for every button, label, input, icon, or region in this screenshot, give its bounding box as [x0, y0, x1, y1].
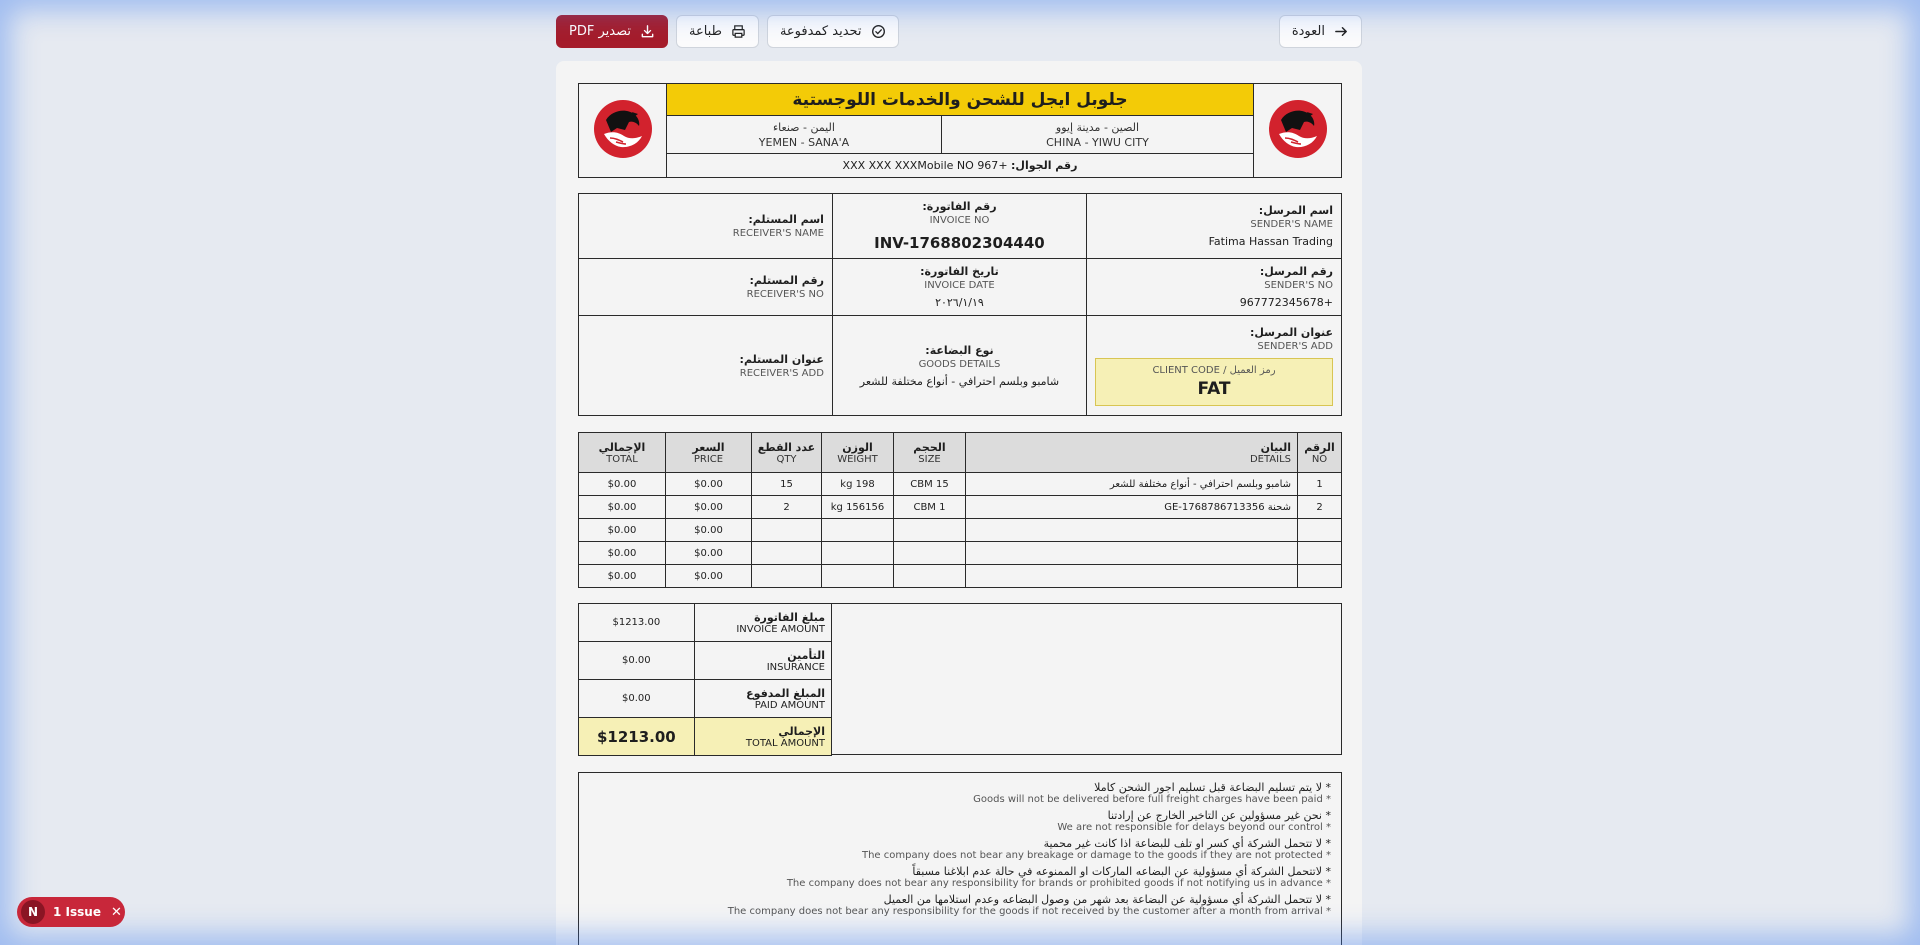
goods-details-label: نوع البضاعة: — [925, 343, 994, 357]
china-address-ar: الصين - مدينة إيوو — [1055, 120, 1140, 134]
cell-details — [966, 542, 1298, 565]
cell-price: $0.00 — [666, 542, 752, 565]
cell-details: شامبو وبلسم احترافي - أنواع مختلفة للشعر — [966, 473, 1298, 496]
sender-name-value: Fatima Hassan Trading — [1208, 235, 1333, 248]
sender-address-label: عنوان المرسل: — [1249, 325, 1333, 339]
company-logo-left — [579, 84, 667, 178]
cell-qty — [752, 565, 822, 588]
china-address-en: CHINA - YIWU CITY — [1046, 135, 1149, 149]
col-size: الحجم SIZE — [894, 433, 966, 473]
arrow-right-icon — [1334, 24, 1349, 39]
cell-details: شحنة GE-1768786713356 — [966, 496, 1298, 519]
download-icon — [640, 24, 655, 39]
mobile-number — [667, 154, 1254, 178]
receiver-no-cell — [579, 259, 833, 316]
receiver-no-label-en: RECEIVER'S NO — [746, 289, 824, 300]
print-button[interactable] — [676, 15, 759, 48]
cell-no: 1 — [1298, 473, 1342, 496]
goods-details-label-en: GOODS DETAILS — [918, 358, 1001, 370]
invoice-paper — [556, 61, 1362, 945]
invoice-date-cell — [832, 259, 1086, 316]
invoice-date-label-en: INVOICE DATE — [924, 280, 995, 291]
table-row — [579, 496, 1342, 519]
terms-notes — [578, 772, 1342, 945]
insurance-label: التأمين INSURANCE — [694, 642, 831, 680]
total-amount-value: $1213.00 — [579, 718, 695, 756]
goods-details-cell — [832, 316, 1086, 416]
note-item: * نحن غير مسؤولين عن التاخير الخارج عن إرادتنا * We are not responsible for delays beyond our control — [1057, 809, 1331, 833]
invoice-toolbar — [556, 14, 1362, 48]
yemen-address-ar: اليمن - صنعاء — [773, 120, 835, 134]
cell-total: $0.00 — [579, 565, 666, 588]
invoice-date-value: ٢٠٢٦/١/١٩ — [935, 296, 984, 309]
cell-total: $0.00 — [579, 473, 666, 496]
cell-no — [1298, 565, 1342, 588]
invoice-no-label-en: INVOICE NO — [929, 215, 990, 226]
sender-address-cell — [1087, 316, 1342, 416]
yemen-address — [667, 116, 942, 154]
sender-no-label: رقم المرسل: — [1259, 265, 1333, 278]
paid-amount-row — [579, 680, 832, 718]
cell-price: $0.00 — [666, 519, 752, 542]
cell-price: $0.00 — [666, 473, 752, 496]
insurance-value: $0.00 — [579, 642, 695, 680]
eagle-handshake-logo — [592, 98, 654, 160]
cell-total: $0.00 — [579, 496, 666, 519]
print-label: طباعة — [688, 23, 722, 39]
issues-label: 1 Issue — [53, 905, 101, 919]
table-row — [579, 542, 1342, 565]
mark-paid-label: تحديد كمدفوعة — [779, 23, 862, 39]
cell-qty — [752, 542, 822, 565]
invoice-no-cell — [832, 194, 1086, 259]
mobile-label: رقم الجوال: — [1011, 159, 1078, 172]
china-address — [941, 116, 1253, 154]
receiver-address-label: عنوان المستلم: — [739, 352, 824, 366]
receiver-address-cell — [579, 316, 833, 416]
invoice-info-grid — [578, 193, 1342, 416]
cell-qty — [752, 519, 822, 542]
paid-amount-value: $0.00 — [579, 680, 695, 718]
close-icon[interactable]: ✕ — [110, 904, 122, 920]
sender-name-cell — [1087, 194, 1342, 259]
insurance-row — [579, 642, 832, 680]
invoice-amount-label: مبلغ الفاتورة INVOICE AMOUNT — [694, 604, 831, 642]
cell-no: 2 — [1298, 496, 1342, 519]
back-button-label: العودة — [1291, 23, 1325, 39]
eagle-handshake-logo — [1267, 98, 1329, 160]
company-logo-right — [1254, 84, 1342, 178]
total-amount-row — [579, 718, 832, 756]
back-button[interactable] — [1279, 15, 1362, 48]
cell-total: $0.00 — [579, 542, 666, 565]
cell-weight — [822, 542, 894, 565]
check-circle-icon — [871, 24, 886, 39]
table-row — [579, 519, 1342, 542]
client-code-box — [1095, 358, 1333, 406]
col-qty: عدد القطع QTY — [752, 433, 822, 473]
cell-qty: 2 — [752, 496, 822, 519]
client-code-value: FAT — [1197, 378, 1231, 399]
cell-price: $0.00 — [666, 565, 752, 588]
receiver-name-label: اسم المستلم: — [748, 213, 824, 226]
cell-qty: 15 — [752, 473, 822, 496]
invoice-amount-value: $1213.00 — [579, 604, 695, 642]
cell-no — [1298, 519, 1342, 542]
cell-total: $0.00 — [579, 519, 666, 542]
cell-no — [1298, 542, 1342, 565]
client-code-label: رمز العميل / CLIENT CODE — [1152, 364, 1276, 376]
total-amount-label: الإجمالي TOTAL AMOUNT — [694, 718, 831, 756]
receiver-address-label-en: RECEIVER'S ADD — [739, 367, 824, 379]
receiver-name-label-en: RECEIVER'S NAME — [732, 228, 824, 239]
cell-weight: 198 kg — [822, 473, 894, 496]
sender-no-label-en: SENDER'S NO — [1264, 280, 1333, 291]
col-total: الإجمالي TOTAL — [579, 433, 666, 473]
cell-size — [894, 519, 966, 542]
company-name: جلوبل ايجل للشحن والخدمات اللوجستية — [667, 84, 1254, 116]
totals-section — [578, 603, 1342, 755]
col-weight: الوزن WEIGHT — [822, 433, 894, 473]
cell-price: $0.00 — [666, 496, 752, 519]
cell-weight — [822, 565, 894, 588]
items-header-row — [579, 433, 1342, 473]
sender-address-label-en: SENDER'S ADD — [1257, 340, 1333, 352]
note-item: * لاتتحمل الشركة أي مسؤولية عن البضاعه الماركات او الممنوعه في حالة عدم ابلاغنا مسبقاً * The company does not bear any responsibility for brands or prohibited goods if not notifying us in advance — [786, 865, 1331, 889]
note-item: * لا تتحمل الشركة أي كسر او تلف للبضاعة اذا كانت غير محمية * The company does not bear any breakage or damage to the goods if they are not protected — [861, 837, 1331, 861]
invoice-no-value: INV-1768802304440 — [874, 234, 1045, 252]
nextjs-avatar: N — [21, 900, 45, 924]
invoice-no-label: رقم الفاتورة: — [922, 200, 997, 213]
export-pdf-label: تصدير PDF — [569, 23, 631, 39]
cell-size — [894, 542, 966, 565]
sender-no-value: +967772345678 — [1239, 296, 1333, 309]
cell-size — [894, 565, 966, 588]
company-header — [578, 83, 1342, 179]
mobile-value: +967 XXX XXX XXXMobile NO — [842, 159, 1008, 172]
sender-name-label: اسم المرسل: — [1258, 204, 1333, 217]
cell-weight — [822, 519, 894, 542]
sender-no-cell — [1087, 259, 1342, 316]
yemen-address-en: YEMEN - SANA'A — [758, 135, 850, 149]
issues-badge[interactable] — [17, 897, 125, 927]
col-no: الرقم NO — [1298, 433, 1342, 473]
cell-weight: 156156 kg — [822, 496, 894, 519]
cell-size: 1 CBM — [894, 496, 966, 519]
table-row — [579, 473, 1342, 496]
note-item: * لا يتم تسليم البضاعة قبل تسليم اجور الشحن كاملا * Goods will not be delivered before full freight charges have been paid — [973, 781, 1331, 805]
sender-name-label-en: SENDER'S NAME — [1250, 219, 1333, 230]
items-table — [578, 432, 1342, 588]
cell-details — [966, 565, 1298, 588]
cell-size: 15 CBM — [894, 473, 966, 496]
goods-details-value: شامبو وبلسم احترافي - أنواع مختلفة للشعر — [859, 374, 1060, 388]
receiver-name-cell — [579, 194, 833, 259]
paid-amount-label: المبلغ المدفوع PAID AMOUNT — [694, 680, 831, 718]
printer-icon — [731, 24, 746, 39]
invoice-amount-row — [579, 604, 832, 642]
cell-details — [966, 519, 1298, 542]
note-item: * لا تتحمل الشركة أي مسؤولية عن البضاعة بعد شهر من وصول البضاعه وعدم استلامها من العميل * The company does not bear any responsibility for the goods if not received by the customer after a month from arrival — [727, 893, 1331, 917]
col-price: السعر PRICE — [666, 433, 752, 473]
col-details: البيان DETAILS — [966, 433, 1298, 473]
invoice-date-label: تاريخ الفاتورة: — [920, 265, 999, 278]
table-row — [579, 565, 1342, 588]
export-pdf-button[interactable] — [556, 15, 668, 48]
mark-paid-button[interactable] — [767, 15, 899, 48]
receiver-no-label: رقم المستلم: — [749, 274, 824, 287]
